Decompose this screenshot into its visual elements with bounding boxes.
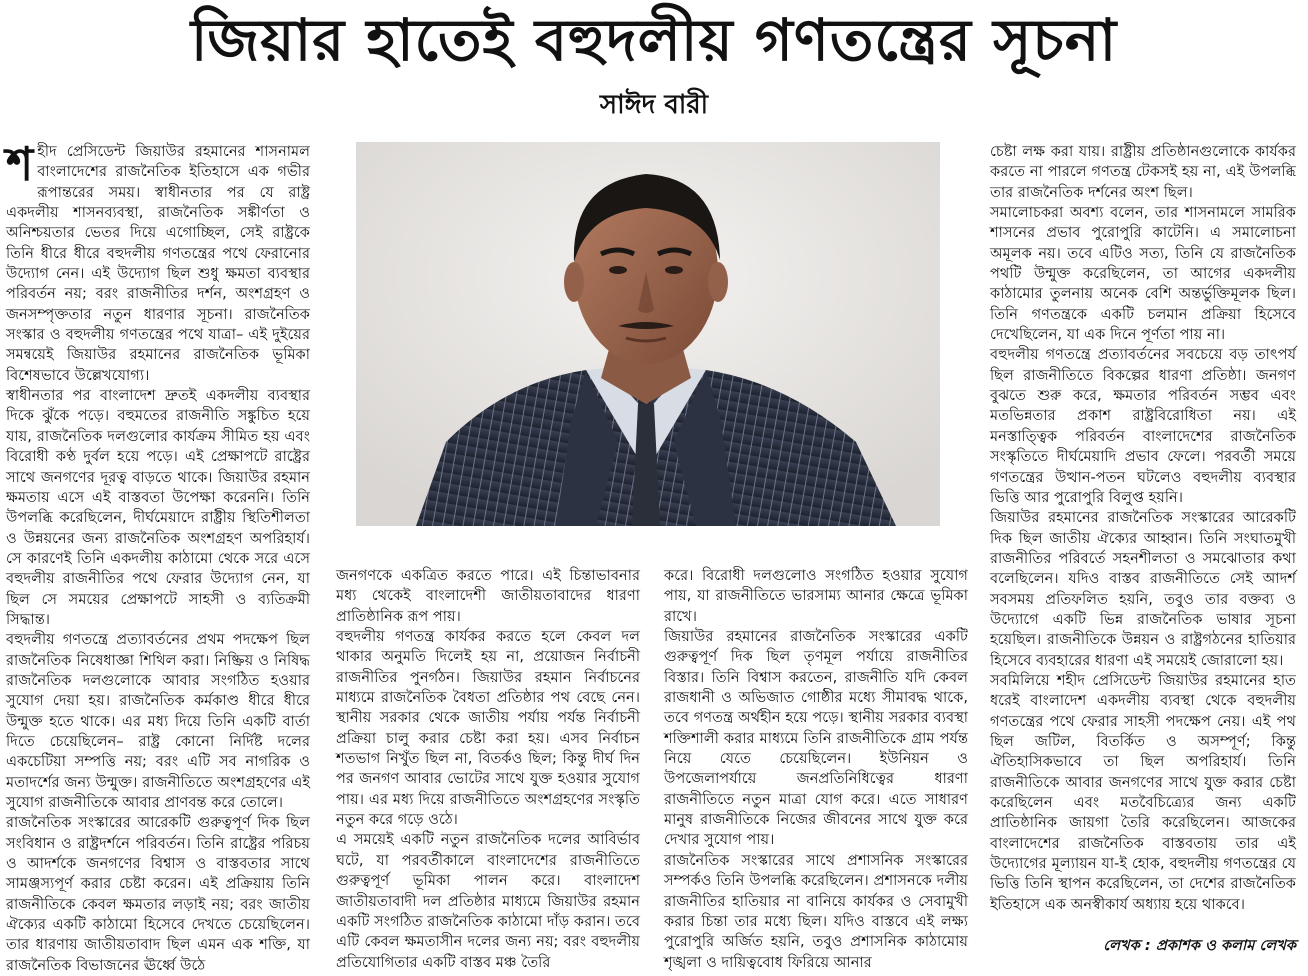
paragraph: বহুদলীয় গণতন্ত্রে প্রত্যাবর্তনের সবচেয়ে বড় তাৎপর্য ছিল রাজনীতিতে বিকল্পের ধারণা প্রতিষ্ঠা। জনগণ বুঝতে শুরু করে, ক্ষমতার পরিবর্তন সম্ভব এবং মতভিন্নতার প্রকাশ রাষ্ট্রবিরোধিতা নয়। এই মনস্তাত্ত্বিক পরিবর্তন বাংলাদেশের রাজনৈতিক সংস্কৃতিতে দীর্ঘমেয়াদি প্রভাব ফেলে। পরবর্তী সময়ে গণতন্ত্রের উত্থান-পতন ঘটলেও বহুদলীয় ব্যবস্থার ভিত্তি আর পুরোপুরি বিলুপ্ত হয়নি। [990,346,1296,506]
paragraph: সবমিলিয়ে শহীদ প্রেসিডেন্ট জিয়াউর রহমানের হাত ধরেই বাংলাদেশ একদলীয় ব্যবস্থা থেকে বহুদলীয় গণতন্ত্রের পথে ফেরার সাহসী পদক্ষেপ নেয়। এই পথ ছিল জটিল, বিতর্কিত ও অসম্পূর্ণ; কিন্তু ঐতিহাসিকভাবে তা ছিল অপরিহার্য। তিনি রাজনীতিকে আবার জনগণের সাথে যুক্ত করার চেষ্টা করেছিলেন এবং মতবৈচিত্র্যের জন্য একটি প্রাতিষ্ঠানিক জায়গা তৈরি করেছিলেন। আজকের বাংলাদেশের রাজনৈতিক বাস্তবতায় তার এই উদ্যোগের মূল্যায়ন যা-ই হোক, বহুদলীয় গণতন্ত্রের যে ভিত্তি তিনি স্থাপন করেছিলেন, তা দেশের রাজনৈতিক ইতিহাসে এক অনস্বীকার্য অধ্যায় হয়ে থাকবে। [990,671,1296,913]
column-1 [6,137,310,974]
column-3 [664,566,968,971]
paragraph: চেষ্টা লক্ষ করা যায়। রাষ্ট্রীয় প্রতিষ্ঠানগুলোকে কার্যকর করতে না পারলে গণতন্ত্র টেকসই হয় না, এই উপলব্ধি তার রাজনৈতিক দর্শনের অংশ ছিল। [990,143,1296,201]
paragraph: বহুদলীয় গণতন্ত্রে প্রত্যাবর্তনের প্রথম পদক্ষেপ ছিল রাজনৈতিক নিষেধাজ্ঞা শিথিল করা। নিষ্ক্রিয় ও নিষিদ্ধ রাজনৈতিক দলগুলোকে আবার সংগঠিত হওয়ার সুযোগ দেয়া হয়। রাজনৈতিক কর্মকাণ্ড ধীরে ধীরে উন্মুক্ত হতে থাকে। এর মধ্য দিয়ে তিনি একটি বার্তা দিতে চেয়েছিলেন– রাষ্ট্র কোনো নির্দিষ্ট দলের একচেটিয়া সম্পত্তি নয়; বরং এটি সব নাগরিক ও মতাদর্শের জন্য উন্মুক্ত। রাজনীতিতে অংশগ্রহণের এই সুযোগ রাজনীতিকে আবার প্রাণবন্ত করে তোলে। [6,631,310,811]
paragraph: রাজনৈতিক সংস্কারের সাথে প্রশাসনিক সংস্কারের সম্পর্কও তিনি উপলব্ধি করেছিলেন। প্রশাসনকে দলীয় রাজনীতির হাতিয়ার না বানিয়ে কার্যকর ও সেবামুখী করার চিন্তা তার মধ্যে ছিল। যদিও বাস্তবে এই লক্ষ্য পুরোপুরি অর্জিত হয়নি, তবুও প্রশাসনিক কাঠামোয় শৃঙ্খলা ও দায়িত্ববোধ ফিরিয়ে আনার [664,851,968,971]
portrait-illustration [356,142,940,526]
paragraph: সমালোচকরা অবশ্য বলেন, তার শাসনামলে সামরিক শাসনের প্রভাব পুরোপুরি কাটেনি। এ সমালোচনা অমূলক নয়। তবে এটিও সত্য, তিনি যে রাজনৈতিক পথটি উন্মুক্ত করেছিলেন, তা আগের একদলীয় কাঠামোর তুলনায় অনেক বেশি অন্তর্ভুক্তিমূলক ছিল। তিনি গণতন্ত্রকে একটি চলমান প্রক্রিয়া হিসেবে দেখেছিলেন, যা এক দিনে পূর্ণতা পায় না। [990,204,1296,344]
dropcap: শ [6,137,34,191]
paragraph: হীদ প্রেসিডেন্ট জিয়াউর রহমানের শাসনামল বাংলাদেশের রাজনৈতিক ইতিহাসে এক গভীর রূপান্তরের সময়। স্বাধীনতার পর যে রাষ্ট্র একদলীয় শাসনব্যবস্থা, রাজনৈতিক সঙ্কীর্ণতা ও অনিশ্চয়তার ভেতর দিয়ে এগোচ্ছিল, সেই রাষ্ট্রকে তিনি ধীরে ধীরে বহুদলীয় গণতন্ত্রের পথে ফেরানোর উদ্যোগ নেন। এই উদ্যোগ ছিল শুধু ক্ষমতা ব্যবস্থার পরিবর্তন নয়; বরং রাজনীতির দর্শন, অংশগ্রহণ ও জনসম্পৃক্ততার নতুন ধারণার সূচনা। রাজনৈতিক সংস্কার ও বহুদলীয় গণতন্ত্রের পথে যাত্রা– এই দুইয়ের সমন্বয়েই জিয়াউর রহমানের রাজনৈতিক ভূমিকা বিশেষভাবে উল্লেখযোগ্য। [6,143,310,384]
column-2 [336,566,640,971]
paragraph: স্বাধীনতার পর বাংলাদেশ দ্রুতই একদলীয় ব্যবস্থার দিকে ঝুঁকে পড়ে। বহুমতের রাজনীতি সঙ্কুচিত হয়ে যায়, রাজনৈতিক দলগুলোর কার্যক্রম সীমিত হয় এবং বিরোধী কণ্ঠ দুর্বল হয়ে পড়ে। এই প্রেক্ষাপটে রাষ্ট্রের সাথে জনগণের দূরত্ব বাড়তে থাকে। জিয়াউর রহমান ক্ষমতায় এসে এই বাস্তবতা উপেক্ষা করেননি। তিনি উপলব্ধি করেছিলেন, দীর্ঘমেয়াদে রাষ্ট্রীয় স্থিতিশীলতা ও উন্নয়নের জন্য রাজনৈতিক অংশগ্রহণ অপরিহার্য। সে কারণেই তিনি একদলীয় কাঠামো থেকে সরে এসে বহুদলীয় রাজনীতির পথে ফেরার উদ্যোগ নেন, যা ছিল সে সময়ের প্রেক্ষাপটে সাহসী ও ব্যতিক্রমী সিদ্ধান্ত। [6,387,310,628]
paragraph: বহুদলীয় গণতন্ত্র কার্যকর করতে হলে কেবল দল থাকার অনুমতি দিলেই হয় না, প্রয়োজন নির্বাচনী রাজনীতির পুনর্গঠন। জিয়াউর রহমান নির্বাচনের মাধ্যমে রাজনৈতিক বৈধতা প্রতিষ্ঠার পথ বেছে নেন। স্থানীয় সরকার থেকে জাতীয় পর্যায় পর্যন্ত নির্বাচনী প্রক্রিয়া চালু করার চেষ্টা করা হয়। এসব নির্বাচন শতভাগ নিখুঁত ছিল না, বিতর্কও ছিল; কিন্তু দীর্ঘ দিন পর জনগণ আবার ভোটের সাথে যুক্ত হওয়ার সুযোগ পায়। এর মধ্য দিয়ে রাজনীতিতে অংশগ্রহণের সংস্কৃতি নতুন করে গড়ে ওঠে। [336,628,640,829]
paragraph: এ সময়েই একটি নতুন রাজনৈতিক দলের আবির্ভাব ঘটে, যা পরবর্তীকালে বাংলাদেশের রাজনীতিতে গুরুত্বপূর্ণ ভূমিকা পালন করে। বাংলাদেশ জাতীয়তাবাদী দল প্রতিষ্ঠার মাধ্যমে জিয়াউর রহমান একটি সংগঠিত রাজনৈতিক কাঠামো দাঁড় করান। তবে এটি কেবল ক্ষমতাসীন দলের জন্য নয়; বরং বহুদলীয় প্রতিযোগিতার একটি বাস্তব মঞ্চ তৈরি [336,831,640,971]
byline: সাঈদ বারী [599,90,709,120]
author-credit: লেখক : প্রকাশক ও কলাম লেখক [1103,937,1296,954]
column-4 [990,142,1296,928]
paragraph: জিয়াউর রহমানের রাজনৈতিক সংস্কারের একটি গুরুত্বপূর্ণ দিক ছিল তৃণমূল পর্যায়ে রাজনীতির বিস্তার। তিনি বিশ্বাস করতেন, রাজনীতি যদি কেবল রাজধানী ও অভিজাত গোষ্ঠীর মধ্যে সীমাবদ্ধ থাকে, তবে গণতন্ত্র অর্থহীন হয়ে পড়ে। স্থানীয় সরকার ব্যবস্থা শক্তিশালী করার মাধ্যমে তিনি রাজনীতিকে গ্রাম পর্যন্ত নিয়ে যেতে চেয়েছিলেন। ইউনিয়ন ও উপজেলাপর্যায়ে জনপ্রতিনিধিত্বের ধারণা রাজনীতিতে নতুন মাত্রা যোগ করে। এতে সাধারণ মানুষ রাজনীতিকে নিজের জীবনের সাথে যুক্ত করে দেখার সুযোগ পায়। [664,628,968,849]
headline: জিয়ার হাতেই বহুদলীয় গণতন্ত্রের সূচনা [190,6,1118,74]
paragraph: রাজনৈতিক সংস্কারের আরেকটি গুরুত্বপূর্ণ দিক ছিল সংবিধান ও রাষ্ট্রদর্শনে পরিবর্তন। তিনি রাষ্ট্রের পরিচয় ও আদর্শকে জনগণের বিশ্বাস ও বাস্তবতার সাথে সামঞ্জস্যপূর্ণ করার চেষ্টা করেন। এই প্রক্রিয়ায় তিনি রাজনীতিকে কেবল ক্ষমতার লড়াই নয়; বরং জাতীয় ঐক্যের একটি কাঠামো হিসেবে দেখতে চেয়েছিলেন। তার ধারণায় জাতীয়তাবাদ ছিল এমন এক শক্তি, যা রাজনৈতিক বিভাজনের ঊর্ধ্বে উঠে [6,814,310,974]
paragraph: জনগণকে একত্রিত করতে পারে। এই চিন্তাভাবনার মধ্য থেকেই বাংলাদেশী জাতীয়তাবাদের ধারণা প্রাতিষ্ঠানিক রূপ পায়। [336,567,640,625]
paragraph: জিয়াউর রহমানের রাজনৈতিক সংস্কারের আরেকটি দিক ছিল জাতীয় ঐক্যের আহ্বান। তিনি সংঘাতমুখী রাজনীতির পরিবর্তে সহনশীলতা ও সমঝোতার কথা বলেছিলেন। যদিও বাস্তব রাজনীতিতে সেই আদর্শ সবসময় প্রতিফলিত হয়নি, তবুও তার বক্তব্য ও উদ্যোগে একটি ভিন্ন রাজনৈতিক ভাষার সূচনা হয়েছিল। রাজনীতিকে উন্নয়ন ও রাষ্ট্রগঠনের হাতিয়ার হিসেবে ব্যবহারের ধারণা এই সময়েই জোরালো হয়। [990,509,1296,669]
paragraph: করে। বিরোধী দলগুলোও সংগঠিত হওয়ার সুযোগ পায়, যা রাজনীতিতে ভারসাম্য আনার ক্ষেত্রে ভূমিকা রাখে। [664,567,968,625]
portrait-photo [356,142,940,526]
